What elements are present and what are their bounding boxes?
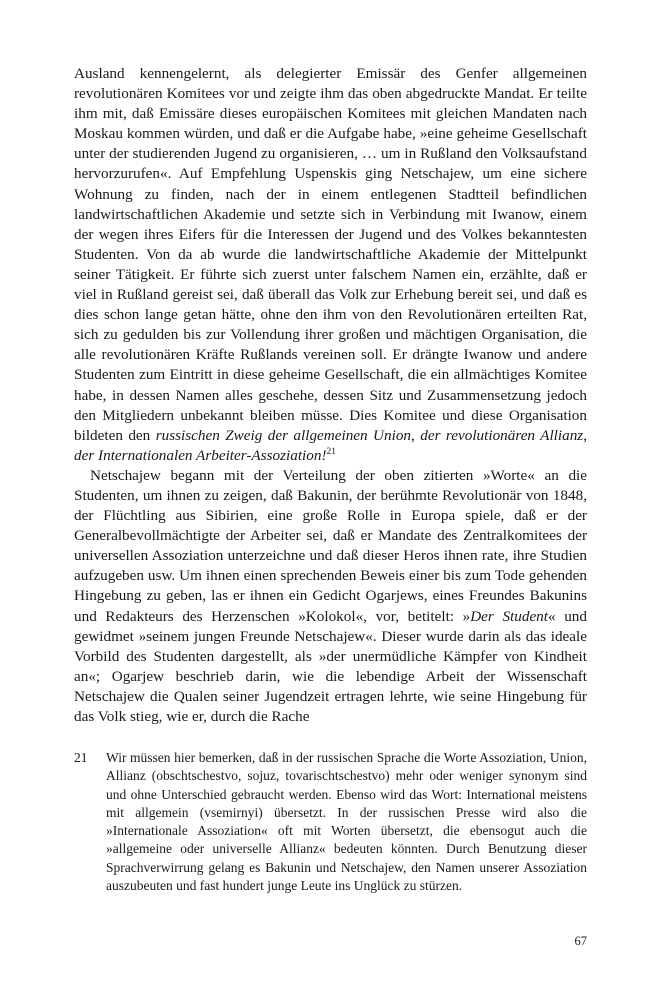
footnote-text: Wir müssen hier bemerken, daß in der russischen Sprache die Worte Assoziation, Union, Allianz (obschtschestvo, sojuz, tovarischtschestvo) mehr oder weniger synonym sind und ohne Unterschied gebraucht werden. Ebenso wird das Wort: International meistens mit allgemein (vsemirnyi) übersetzt. In der russischen Presse wird also die »Internationale Assoziation« oft mit Worten übersetzt, die ebensogut auch die »allgemeine oder universelle Allianz« bedeuten könnten. Durch Benutzung dieser Sprachverwirrung gelang es Bakunin und Netschajew, den Namen unserer Assoziation auszubeuten und fast hundert junge Leute ins Unglück zu stürzen. (106, 750, 587, 894)
footnote-reference[interactable]: 21 (326, 446, 337, 457)
paragraph-1 (74, 64, 587, 466)
main-text (74, 64, 587, 727)
paragraph-2-text-b: « und gewidmet »seinem jungen Freunde Netschajew«. Dieser wurde darin als das ideale Vorbild des Studenten dargestellt, als »der unermüdliche Kämpfer von Kindheit an«; Ogarjew beschrieb darin, wie die lebendige Arbeit der Wissenschaft Netschajew die Qualen seiner Jugendzeit ertragen lehrte, wie seine Hingebung für das Volk stieg, wie er, durch die Rache (74, 607, 587, 725)
footnote-number: 21 (74, 750, 88, 765)
paragraph-1-text: Ausland kennengelernt, als delegierter Emissär des Genfer allgemeinen revolutionären Komitees vor und zeigte ihm das oben abgedruckte Mandat. Er teilte ihm mit, daß Emissäre dieses europäischen Komitees mit gleichen Mandaten nach Moskau kommen würden, und daß er die Aufgabe habe, »eine geheime Gesellschaft unter der studierenden Jugend zu organisieren, … um in Rußland den Volksaufstand hervorzurufen«. Auf Empfehlung Uspenskis ging Netschajew, um eine sichere Wohnung zu finden, nach der in einem entlegenen Stadtteil befindlichen landwirtschaftlichen Akademie und setzte sich in Verbindung mit Iwanow, einem der wegen ihres Eifers für die Interessen der Jugend und des Volkes bekanntesten Studenten. Von da ab wurde die landwirtschaftliche Akademie der Mittelpunkt seiner Tätigkeit. Er führte sich zuerst unter falschem Namen ein, erzählte, daß er viel in Rußland gereist sei, daß überall das Volk zur Erhebung bereit sei, und daß es dies schon lange getan hätte, ohne den ihm von den Revolutionären erteilten Rat, sich zu gedulden bis zur Vollendung ihrer großen und mächtigen Organisation, die alle revolutionären Kräfte Rußlands vereinen soll. Er drängte Iwanow und andere Studenten zum Eintritt in diese geheime Gesellschaft, die ein allmächtiges Komitee habe, in dessen Namen alles geschehe, dessen Sitz und Zusammensetzung jedoch den Mitgliedern unbekannt bleiben müsse. Dies Komitee und diese Organisation bildeten den (74, 65, 587, 444)
paragraph-2 (74, 466, 587, 727)
page-number: 67 (574, 934, 587, 948)
paragraph-2-italic: Der Student (470, 607, 549, 625)
paragraph-1-italic: russischen Zweig der allgemeinen Union, der revolutionären Allianz, der Internationalen Arbeiter-Assoziation! (74, 426, 587, 464)
paragraph-2-text-a: Netschajew begann mit der Verteilung der oben zitierten »Worte« an die Studenten, um ihnen zu zeigen, daß Bakunin, der berühmte Revolutionär von 1848, der Flüchtling aus Sibirien, eine große Rolle in Europa spiele, daß er der Generalbevollmächtigte der Arbeiter sei, daß er Mandate des Zentralkomitees der universellen Assoziation unterzeichne und daß dieser Heros ihnen rate, ihre Studien aufzugeben usw. Um ihnen einen sprechenden Beweis einer bis zum Tode gehenden Hingebung zu geben, las er ihnen ein Gedicht Ogarjews, eines Freundes Bakunins und Redakteurs des Herzenschen »Kolokol«, vor, betitelt: » (74, 466, 587, 625)
footnote-21 (74, 749, 587, 895)
